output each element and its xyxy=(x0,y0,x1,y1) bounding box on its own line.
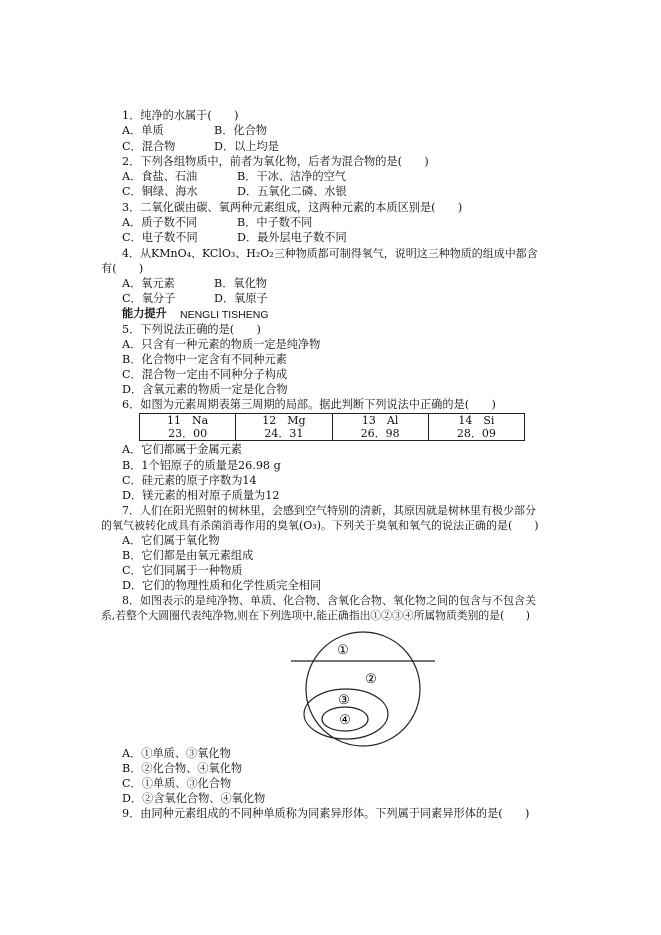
q7-option-b: B．它们都是由氧元素组成 xyxy=(122,549,254,562)
q8-option-c: C．①单质、③化合物 xyxy=(122,777,232,790)
element-cell-si xyxy=(428,414,524,441)
q8-option-d: D．②含氧化合物、④氧化物 xyxy=(122,792,266,805)
q1-option-c: C．混合物 xyxy=(122,140,176,153)
q3-option-b: B．中子数不同 xyxy=(237,216,313,229)
element-si-mass: 28．09 xyxy=(456,427,496,440)
q7-option-a: A．它们属于氧化物 xyxy=(122,534,220,547)
element-cell-mg xyxy=(236,414,332,441)
q3-stem: 3．二氧化碳由碳、氧两种元素组成，这两种元素的本质区别是( ) xyxy=(122,201,463,214)
section-title: 能力提升 xyxy=(122,307,167,320)
element-mg-symbol: 12 Mg xyxy=(262,414,306,427)
q7-option-c: C．它们同属于一种物质 xyxy=(122,564,243,577)
classification-circle-diagram xyxy=(283,630,443,748)
q5-stem: 5．下列说法正确的是( ) xyxy=(122,323,261,336)
q4-stem-line1: 4．从KMnO₄、KClO₃、H₂O₂三种物质都可制得氧气，说明这三种物质的组成中都含 xyxy=(122,247,538,260)
q5-option-d: D．含氧元素的物质一定是化合物 xyxy=(122,383,288,396)
q7-option-d: D．它们的物理性质和化学性质完全相同 xyxy=(122,579,322,592)
q6-option-b: B．1个铝原子的质量是26.98 g xyxy=(122,459,281,472)
q4-option-d: D．氧原子 xyxy=(214,292,268,305)
q8-stem-line2: 系,若整个大圆圈代表纯净物,则在下列选项中,能正确指出①②③④所属物质类别的是( ) xyxy=(101,609,530,622)
q4-option-b: B．氧化物 xyxy=(214,277,267,290)
q2-option-a: A．食盐、石油 xyxy=(122,170,198,183)
element-mg-mass: 24．31 xyxy=(264,427,304,440)
q2-stem: 2．下列各组物质中，前者为氧化物，后者为混合物的是( ) xyxy=(122,155,429,168)
region-3-label: ③ xyxy=(338,693,350,708)
q5-option-a: A．只含有一种元素的物质一定是纯净物 xyxy=(122,338,321,351)
element-al-mass: 26．98 xyxy=(360,427,400,440)
region-2-label: ② xyxy=(365,672,377,687)
q1-option-a: A．单质 xyxy=(122,124,164,137)
q2-option-c: C．铜绿、海水 xyxy=(122,185,198,198)
q3-option-c: C．电子数不同 xyxy=(122,231,198,244)
element-cell-na xyxy=(140,414,236,441)
q4-option-c: C．氧分子 xyxy=(122,292,176,305)
element-si-symbol: 14 Si xyxy=(458,414,495,427)
q6-option-d: D．镁元素的相对原子质量为12 xyxy=(122,489,280,502)
q7-stem-line2: 的氧气被转化成具有杀菌消毒作用的臭氧(O₃)。下列关于臭氧和氧气的说法正确的是( ) xyxy=(101,519,539,532)
q3-option-a: A．质子数不同 xyxy=(122,216,198,229)
q1-stem: 1．纯净的水属于( ) xyxy=(122,109,239,122)
periodic-table-fragment xyxy=(139,413,525,441)
q6-stem: 6．如图为元素周期表第三周期的局部。据此判断下列说法中正确的是( ) xyxy=(122,398,496,411)
q8-stem-line1: 8．如图表示的是纯净物、单质、化合物、含氧化合物、氧化物之间的包含与不包含关 xyxy=(122,594,536,607)
region-4-label: ④ xyxy=(339,713,351,728)
section-pinyin: NENGLI TISHENG xyxy=(180,309,269,321)
q2-option-d: D．五氧化二磷、水银 xyxy=(237,185,347,198)
element-cell-al xyxy=(332,414,428,441)
element-na-symbol: 11 Na xyxy=(167,414,209,427)
q4-stem-line2: 有( ) xyxy=(101,262,144,275)
q5-option-b: B．化合物中一定含有不同种元素 xyxy=(122,353,287,366)
q8-option-b: B．②化合物、④氧化物 xyxy=(122,762,243,775)
q6-option-a: A．它们都属于金属元素 xyxy=(122,443,242,456)
q2-option-b: B．干冰、洁净的空气 xyxy=(237,170,346,183)
element-al-symbol: 13 Al xyxy=(361,414,399,427)
q6-option-c: C．硅元素的原子序数为14 xyxy=(122,474,257,487)
q1-option-d: D．以上均是 xyxy=(214,140,279,153)
q1-option-b: B．化合物 xyxy=(214,124,267,137)
element-na-mass: 23．00 xyxy=(168,427,208,440)
region-1-label: ① xyxy=(337,643,349,658)
q3-option-d: D．最外层电子数不同 xyxy=(237,231,347,244)
q7-stem-line1: 7．人们在阳光照射的树林里，会感到空气特别的清新，其原因就是树林里有极少部分 xyxy=(122,504,536,517)
q9-stem: 9．由同种元素组成的不同种单质称为同素异形体。下列属于同素异形体的是( ) xyxy=(122,807,530,820)
outer-circle xyxy=(306,632,420,746)
q8-option-a: A．①单质、③氧化物 xyxy=(122,747,231,760)
q5-option-c: C．混合物一定由不同种分子构成 xyxy=(122,368,288,381)
q4-option-a: A．氧元素 xyxy=(122,277,175,290)
